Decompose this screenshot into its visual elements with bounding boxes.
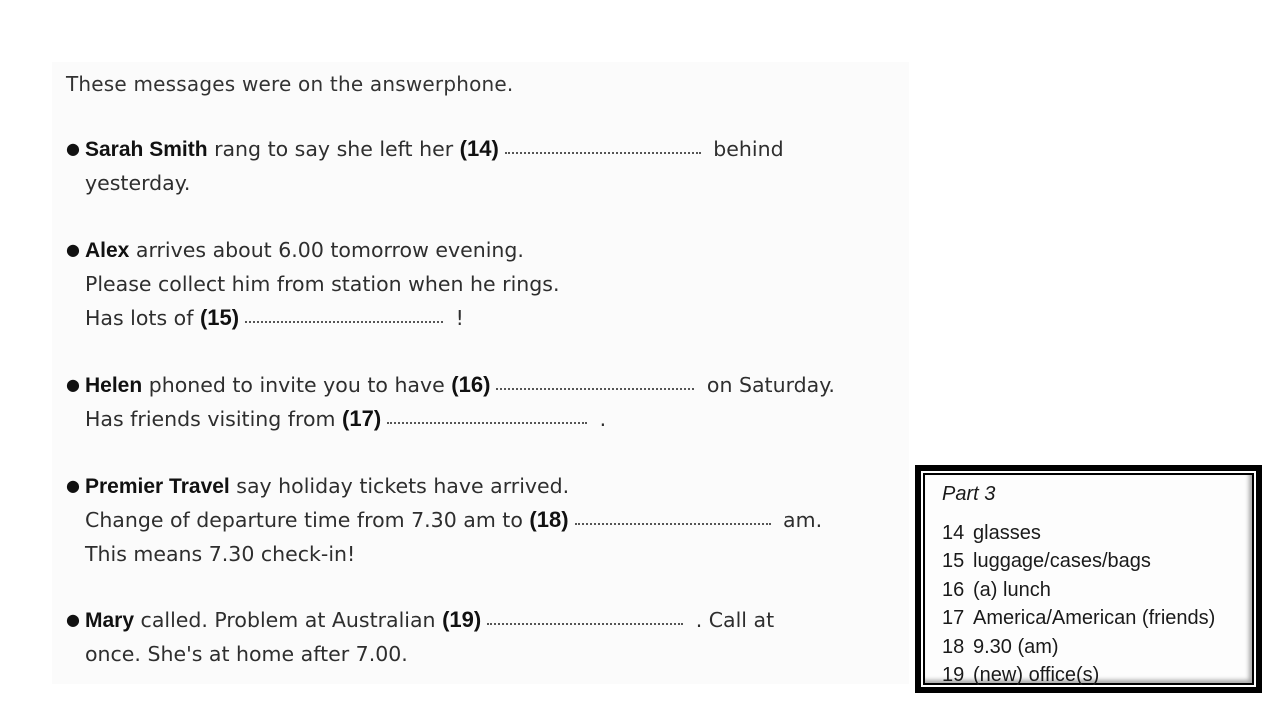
message-line [66, 603, 774, 637]
answer-number: 15 [942, 550, 965, 573]
message-line: once. She's at home after 7.00. [85, 642, 408, 666]
caller-name: Helen [85, 374, 143, 397]
message-text: arrives about 6.00 tomorrow evening. [129, 238, 524, 262]
message-helen [66, 368, 835, 436]
question-number: (15) [199, 305, 240, 330]
answer-key-frame [921, 471, 1256, 687]
message-mary [66, 603, 774, 671]
answer-text: 9.30 (am) [973, 635, 1059, 658]
question-number: (14) [459, 136, 499, 161]
message-line: Please collect him from station when he rings. [85, 272, 560, 296]
answer-item [942, 576, 1215, 604]
answer-blank-16[interactable] [496, 388, 694, 390]
message-line [66, 469, 822, 503]
message-sarah-smith [66, 132, 784, 200]
answer-number: 18 [942, 635, 965, 658]
answer-key-content [925, 475, 1252, 686]
answer-blank-17[interactable] [387, 422, 587, 424]
answer-key-list [942, 519, 1215, 689]
answer-number: 17 [942, 607, 965, 630]
caller-name: Alex [85, 239, 130, 262]
answer-number: 14 [942, 522, 965, 544]
answer-text: (a) lunch [973, 578, 1051, 601]
answer-item [942, 547, 1215, 575]
answer-key-title: Part 3 [942, 483, 996, 505]
answer-text: glasses [973, 522, 1041, 544]
message-line [66, 233, 559, 267]
message-text: Change of departure time from 7.30 am to [85, 508, 530, 532]
worksheet-panel [52, 62, 909, 684]
answer-key-box [915, 465, 1262, 693]
caller-name: Sarah Smith [85, 138, 208, 161]
answer-number: 19 [942, 663, 965, 686]
caller-name: Mary [85, 609, 135, 632]
message-text: rang to say she left her [207, 137, 460, 161]
answer-blank-15[interactable] [245, 321, 443, 323]
message-line [66, 132, 784, 166]
message-line [66, 503, 822, 537]
message-text: . [593, 407, 607, 431]
question-number: (16) [451, 372, 491, 397]
message-line [66, 301, 559, 335]
caller-name: Premier Travel [85, 475, 230, 498]
message-text: on Saturday. [700, 373, 835, 397]
message-text: called. Problem at Australian [134, 608, 443, 632]
message-line: This means 7.30 check-in! [85, 542, 356, 566]
worksheet-intro: These messages were on the answerphone. [66, 72, 514, 96]
message-text: behind [706, 137, 784, 161]
message-alex [66, 233, 559, 335]
answer-blank-19[interactable] [487, 623, 683, 625]
bullet-icon: ● [66, 375, 80, 394]
answer-blank-14[interactable] [505, 152, 701, 154]
message-text: . Call at [689, 608, 775, 632]
answer-item [942, 519, 1215, 547]
bullet-icon: ● [66, 610, 80, 629]
bullet-icon: ● [66, 476, 80, 495]
message-text: say holiday tickets have arrived. [229, 474, 570, 498]
message-text: am. [776, 508, 823, 532]
message-text: phoned to invite you to have [142, 373, 452, 397]
question-number: (19) [442, 607, 482, 632]
answer-number: 16 [942, 578, 965, 601]
answer-text: luggage/cases/bags [973, 550, 1151, 573]
message-text: ! [449, 306, 464, 330]
answer-item [942, 661, 1215, 689]
answer-text: America/American (friends) [973, 607, 1216, 630]
question-number: (17) [342, 406, 382, 431]
message-line [66, 368, 835, 402]
message-text: Has friends visiting from [85, 407, 343, 431]
answer-item [942, 604, 1215, 632]
question-number: (18) [529, 507, 569, 532]
bullet-icon: ● [66, 139, 80, 158]
message-premier-travel [66, 469, 822, 571]
answer-text: (new) office(s) [973, 663, 1100, 686]
bullet-icon: ● [66, 240, 80, 259]
message-text: Has lots of [85, 306, 200, 330]
message-line: yesterday. [85, 171, 191, 195]
answer-blank-18[interactable] [575, 523, 771, 525]
answer-item [942, 633, 1215, 661]
message-line [66, 402, 835, 436]
